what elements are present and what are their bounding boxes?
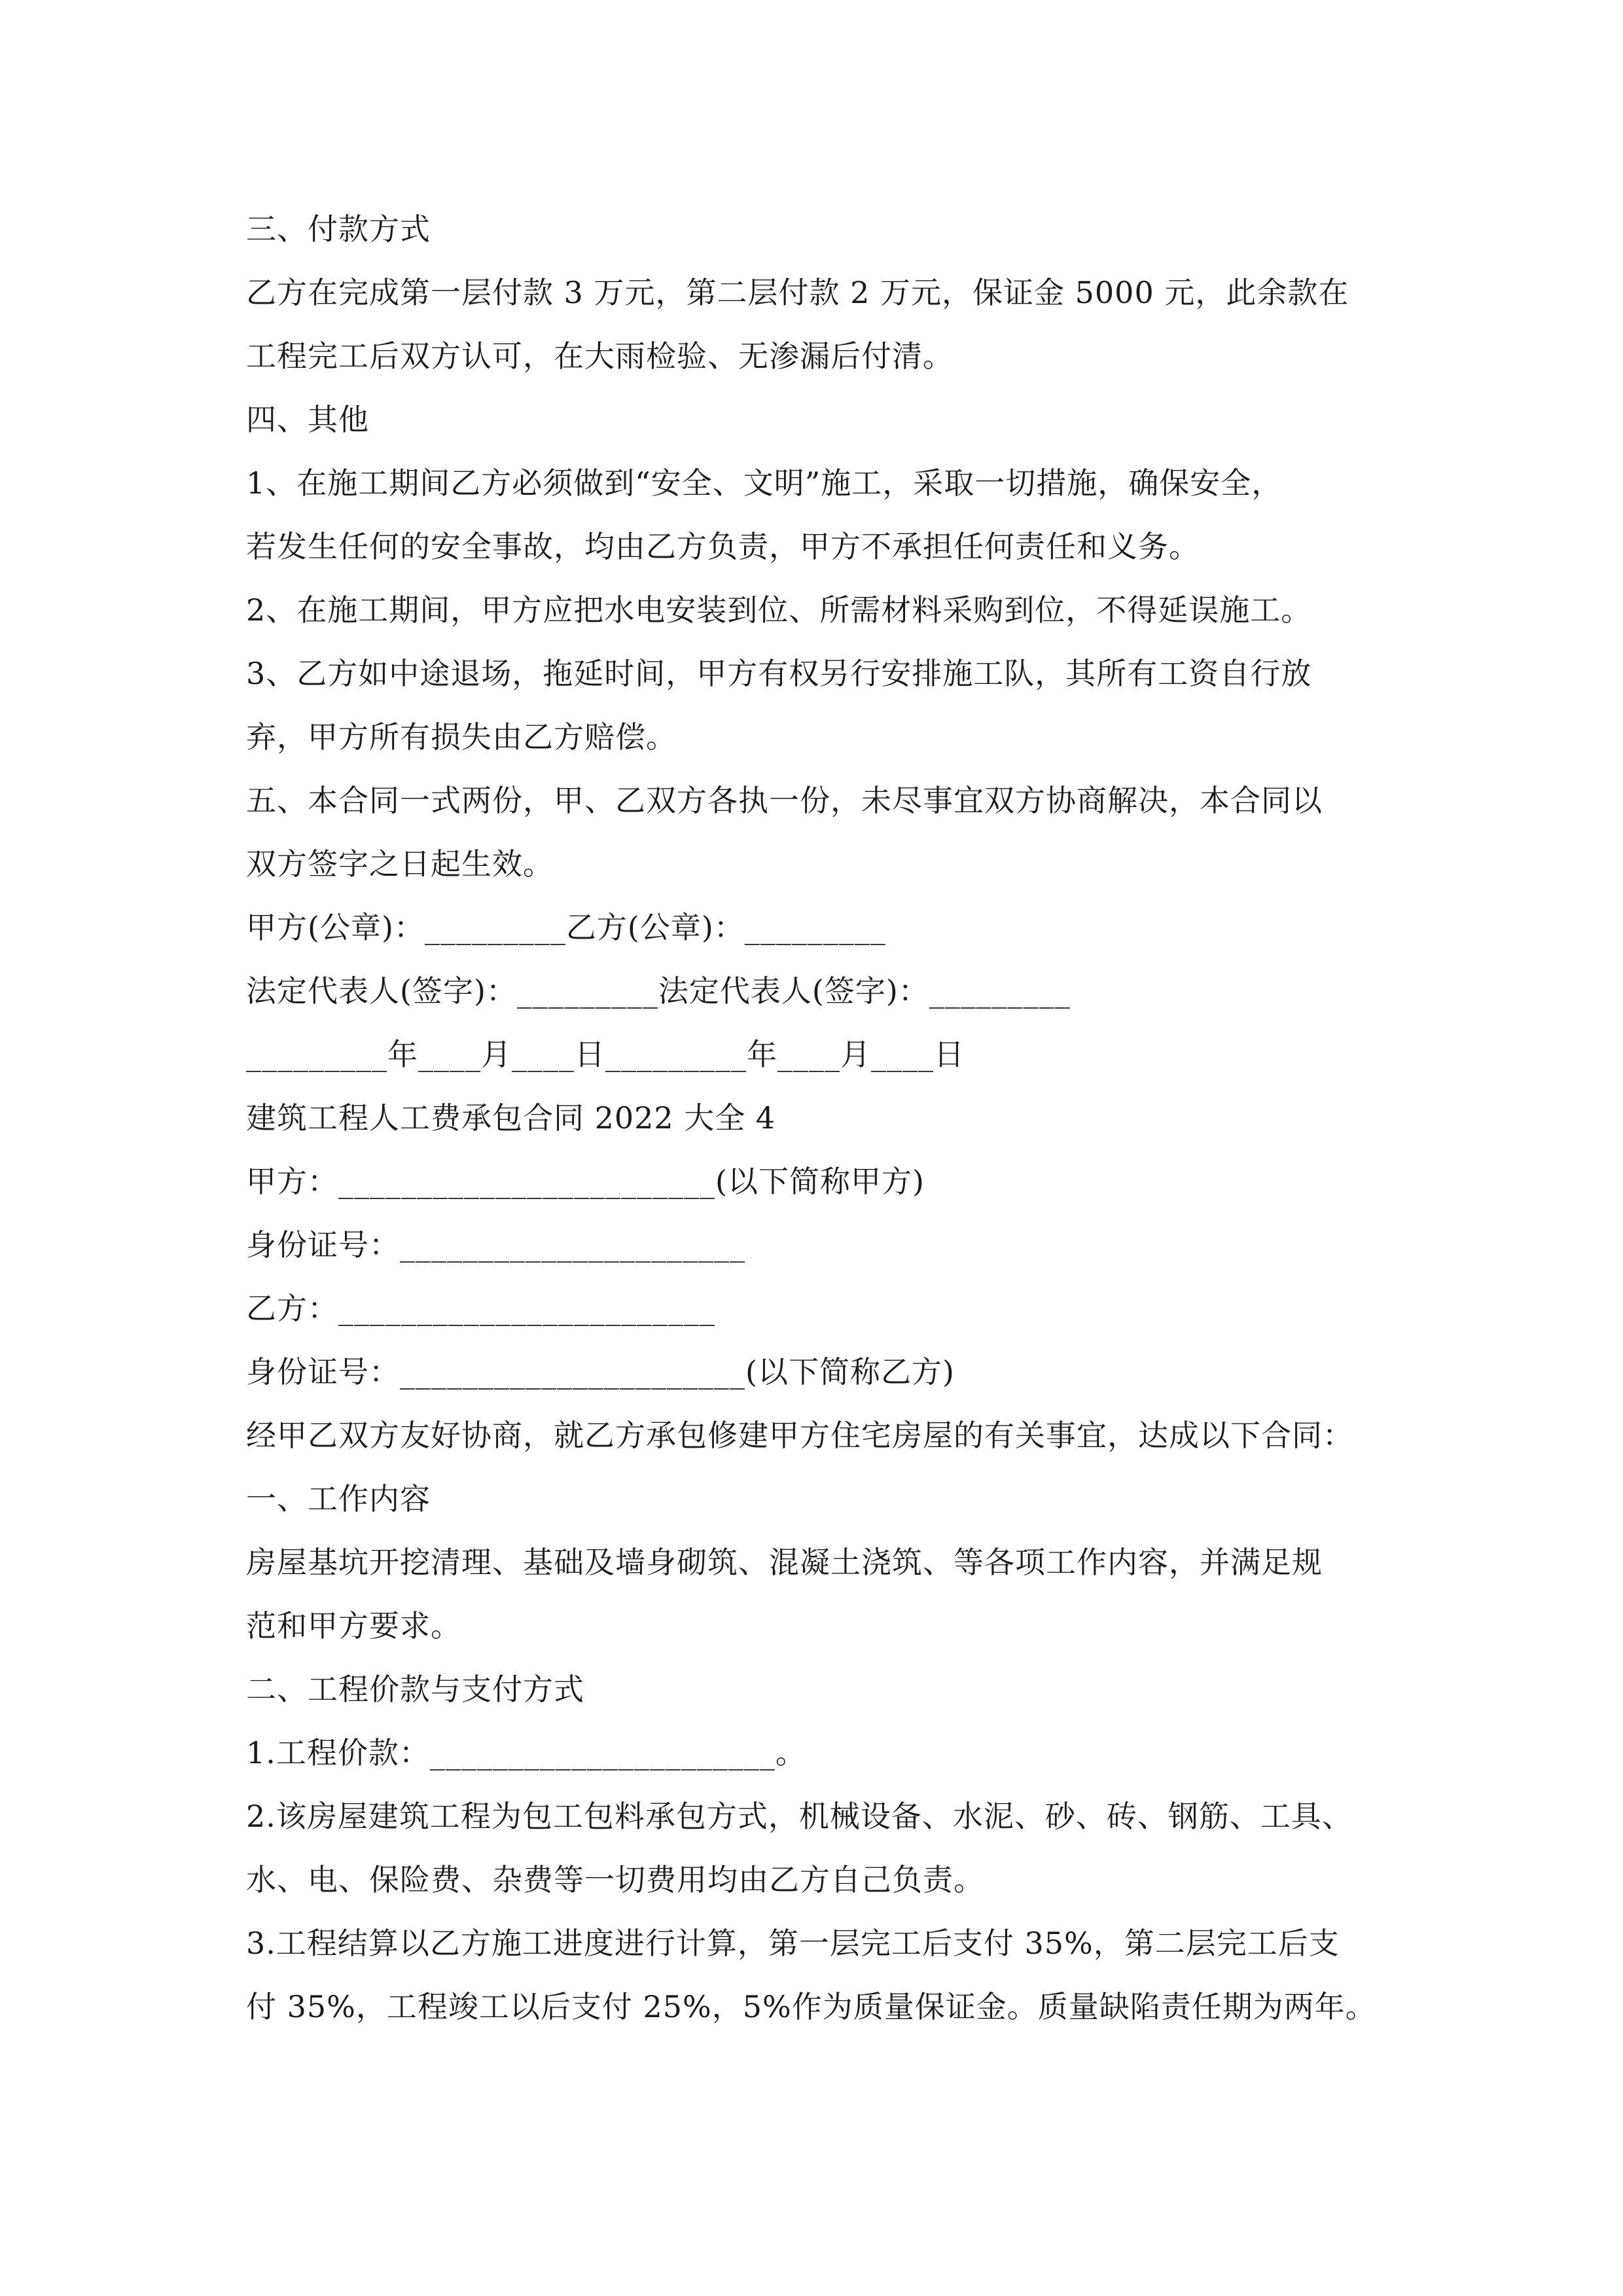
paragraph-line: 付 35%，工程竣工以后支付 25%，5%作为质量保证金。质量缺陷责任期为两年。	[246, 1989, 1376, 2024]
paragraph-line: 五、本合同一式两份，甲、乙双方各执一份，未尽事宜双方协商解决，本合同以	[246, 783, 1323, 818]
paragraph-line: 范和甲方要求。	[246, 1608, 461, 1643]
section-heading: 四、其他	[246, 402, 369, 437]
date-line: _________年____月____日_________年____月____日	[246, 1037, 965, 1072]
party-b-field: 乙方：________________________	[246, 1291, 715, 1326]
paragraph-line: 1、在施工期间乙方必须做到“安全、文明”施工，采取一切措施，确保安全，	[246, 465, 1283, 501]
signature-line: 甲方(公章)：_________乙方(公章)：_________	[246, 910, 886, 945]
paragraph-line: 房屋基坑开挖清理、基础及墙身砌筑、混凝土浇筑、等各项工作内容，并满足规	[246, 1545, 1323, 1580]
paragraph-line: 2.该房屋建筑工程为包工包料承包方式，机械设备、水泥、砂、砖、钢筋、工具、	[246, 1799, 1353, 1834]
paragraph-line: 若发生任何的安全事故，均由乙方负责，甲方不承担任何责任和义务。	[246, 529, 1200, 564]
contract-title: 建筑工程人工费承包合同 2022 大全 4	[246, 1100, 776, 1136]
paragraph-line: 双方签字之日起生效。	[246, 846, 554, 882]
paragraph-line: 3.工程结算以乙方施工进度进行计算，第一层完工后支付 35%，第二层完工后支	[246, 1926, 1340, 1961]
section-heading: 二、工程价款与支付方式	[246, 1672, 584, 1707]
id-number-field: 身份证号：______________________(以下简称乙方)	[246, 1354, 955, 1390]
paragraph-line: 工程完工后双方认可，在大雨检验、无渗漏后付清。	[246, 338, 954, 374]
paragraph-line: 水、电、保险费、杂费等一切费用均由乙方自己负责。	[246, 1862, 984, 1897]
paragraph-line: 3、乙方如中途退场，拖延时间，甲方有权另行安排施工队，其所有工资自行放	[246, 656, 1312, 691]
section-heading: 一、工作内容	[246, 1481, 431, 1516]
section-heading: 三、付款方式	[246, 211, 431, 247]
id-number-field: 身份证号：______________________	[246, 1227, 745, 1263]
signature-line: 法定代表人(签字)：_________法定代表人(签字)：_________	[246, 973, 1071, 1009]
paragraph-line: 2、在施工期间，甲方应把水电安装到位、所需材料采购到位，不得延误施工。	[246, 592, 1312, 628]
price-field: 1.工程价款：______________________。	[246, 1735, 806, 1770]
party-a-field: 甲方：________________________(以下简称甲方)	[246, 1164, 925, 1199]
paragraph-line: 经甲乙双方友好协商，就乙方承包修建甲方住宅房屋的有关事宜，达成以下合同：	[246, 1418, 1353, 1453]
paragraph-line: 弃，甲方所有损失由乙方赔偿。	[246, 719, 677, 755]
paragraph-line: 乙方在完成第一层付款 3 万元，第二层付款 2 万元，保证金 5000 元，此余款在	[246, 275, 1349, 310]
